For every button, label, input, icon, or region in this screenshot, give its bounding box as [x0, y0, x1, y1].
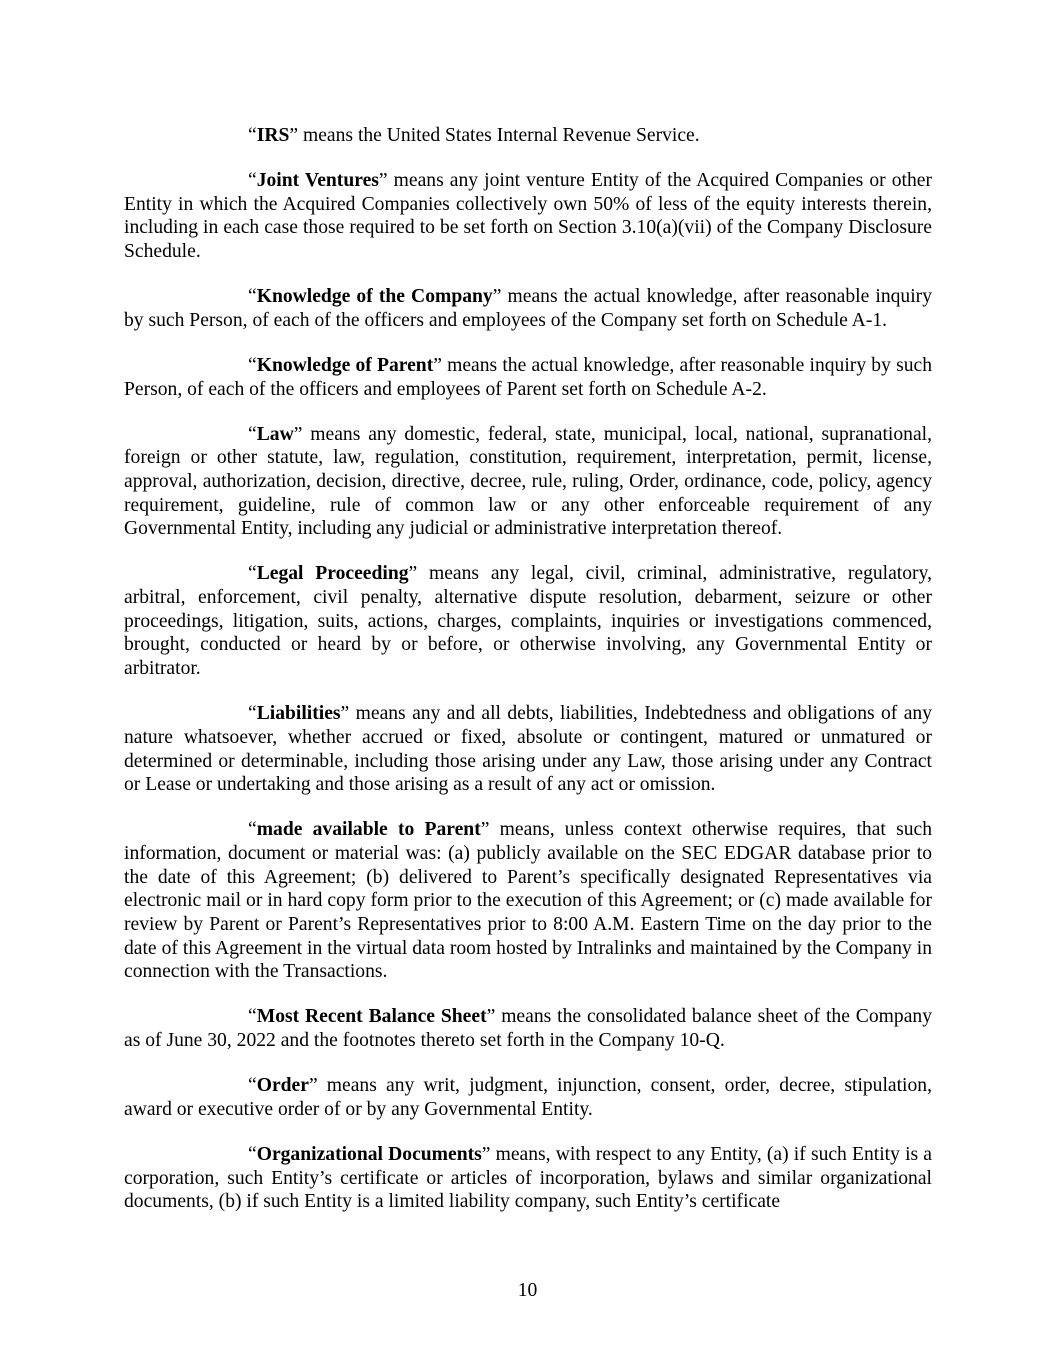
defined-term: IRS — [256, 125, 290, 146]
definition-text: means any and all debts, liabilities, Indebtedness and obligations of any nature whatsoever, whether accrued or fixed, absolute or contingent, matured or unmatured or determined or determinable, including those arising under any Law, those arising under any Contract or Lease or undertaking and those arising as a result of any act or omission. — [124, 703, 932, 796]
definition-text: means, unless context otherwise requires, that such information, document or material was: (a) publicly available on the SEC EDGAR database prior to the date of this Agreement; (b) delivered to Parent’s specifically designated Representatives via electronic mail or in hard copy form prior to the execution of this Agreement; or (c) made available for review by Parent or Parent’s Representatives prior to 8:00 A.M. Eastern Time on the day prior to the date of this Agreement in the virtual data room hosted by Intralinks and maintained by the Company in connection with the Transactions. — [124, 819, 932, 983]
definition-organizational-documents: “Organizational Documents” means, with respect to any Entity, (a) if such Entity is a corporation, such Entity’s certificate or articles of incorporation, bylaws and similar organizational documents, (b) if such Entity is a limited liability company, such Entity’s certificate — [124, 1143, 933, 1213]
definition-liabilities: “Liabilities” means any and all debts, liabilities, Indebtedness and obligations of any nature whatsoever, whether accrued or fixed, absolute or contingent, matured or unmatured or determined or determinable, including those arising under any Law, those arising under any Contract or Lease or undertaking and those arising as a result of any act or omission. — [124, 703, 932, 796]
defined-term: Order — [256, 1075, 309, 1097]
definition-text: means the consolidated balance sheet of the Company as of June 30, 2022 and the footnotes thereto set forth in the Company 10-Q. — [124, 1006, 932, 1052]
definition-text: means any legal, civil, criminal, administrative, regulatory, arbitral, enforcement, civil penalty, alternative dispute resolution, debarment, seizure or other proceedings, litigation, suits, actions, charges, complaints, inquiries or investigations commenced, brought, conducted or heard by or before, or otherwise involving, any Governmental Entity or arbitrator. — [124, 563, 932, 680]
definition-knowledge-of-the-company: “Knowledge of the Company” means the actual knowledge, after reasonable inquiry by such Person, of each of the officers and employees of the Company set forth on Schedule A-1. — [124, 286, 932, 331]
definition-law: “Law” means any domestic, federal, state, municipal, local, national, supranational, foreign or other statute, law, regulation, constitution, requirement, interpretation, permit, license, approval, authorization, decision, directive, decree, rule, ruling, Order, ordinance, code, policy, agency requirement, guideline, rule of common law or any other enforceable requirement of any Governmental Entity, including any judicial or administrative interpretation thereof. — [124, 423, 932, 540]
definition-text: means, with respect to any Entity, (a) if such Entity is a corporation, such Entity’s certificate or articles of incorporation, bylaws and similar organizational documents, (b) if such Entity is a limited liability company, such Entity’s certificate — [124, 1143, 933, 1213]
defined-term: Knowledge of Parent — [256, 354, 434, 376]
definition-text: means the United States Internal Revenue Service. — [298, 125, 700, 146]
definition-text: means any joint venture Entity of the Acquired Companies or other Entity in which the Acquired Companies collectively own 50% of less of the equity interests therein, including in each case those required to be set forth on Section 3.10(a)(vii) of the Company Disclosure Schedule. — [124, 170, 932, 263]
definition-text: means the actual knowledge, after reasonable inquiry by such Person, of each of the officers and employees of the Company set forth on Schedule A-1. — [124, 286, 932, 331]
defined-term: Joint Ventures — [256, 170, 379, 191]
definition-order: “Order” means any writ, judgment, injunction, consent, order, decree, stipulation, award or executive order of or by any Governmental Entity. — [124, 1075, 932, 1120]
definition-knowledge-of-parent: “Knowledge of Parent” means the actual knowledge, after reasonable inquiry by such Person, of each of the officers and employees of Parent set forth on Schedule A-2. — [124, 354, 932, 400]
definition-legal-proceeding: “Legal Proceeding” means any legal, civil, criminal, administrative, regulatory, arbitral, enforcement, civil penalty, alternative dispute resolution, debarment, seizure or other proceedings, litigation, suits, actions, charges, complaints, inquiries or investigations commenced, brought, conducted or heard by or before, or otherwise involving, any Governmental Entity or arbitrator. — [124, 563, 932, 680]
page-number: 10 — [517, 1280, 538, 1301]
definition-text: means any domestic, federal, state, municipal, local, national, supranational, foreign or other statute, law, regulation, constitution, requirement, interpretation, permit, license, approval, authorization, decision, directive, decree, rule, ruling, Order, ordinance, code, policy, agency requirement, guideline, rule of common law or any other enforceable requirement of any Governmental Entity, including any judicial or administrative interpretation thereof. — [124, 423, 932, 540]
definition-most-recent-balance-sheet: “Most Recent Balance Sheet” means the consolidated balance sheet of the Company as of June 30, 2022 and the footnotes thereto set forth in the Company 10-Q. — [124, 1006, 932, 1052]
defined-term: Organizational Documents — [256, 1143, 482, 1165]
definitions-section — [124, 124, 932, 1235]
definition-text: means the actual knowledge, after reasonable inquiry by such Person, of each of the officers and employees of Parent set forth on Schedule A-2. — [124, 354, 932, 400]
defined-term: made available to Parent — [256, 819, 481, 841]
definition-text: means any writ, judgment, injunction, consent, order, decree, stipulation, award or executive order of or by any Governmental Entity. — [124, 1075, 932, 1120]
defined-term: Knowledge of the Company — [256, 286, 493, 308]
definition-made-available-to-parent: “made available to Parent” means, unless context otherwise requires, that such information, document or material was: (a) publicly available on the SEC EDGAR database prior to the date of this Agreement; (b) delivered to Parent’s specifically designated Representatives via electronic mail or in hard copy form prior to the execution of this Agreement; or (c) made available for review by Parent or Parent’s Representatives prior to 8:00 A.M. Eastern Time on the day prior to the date of this Agreement in the virtual data room hosted by Intralinks and maintained by the Company in connection with the Transactions. — [124, 819, 932, 983]
defined-term: Law — [256, 423, 294, 445]
defined-term: Liabilities — [256, 703, 341, 725]
defined-term: Most Recent Balance Sheet — [256, 1006, 487, 1028]
defined-term: Legal Proceeding — [256, 563, 409, 585]
definition-irs: “IRS” means the United States Internal Revenue Service. — [248, 125, 700, 146]
definition-joint-ventures: “Joint Ventures” means any joint venture Entity of the Acquired Companies or other Entity in which the Acquired Companies collectively own 50% of less of the equity interests therein, including in each case those required to be set forth on Section 3.10(a)(vii) of the Company Disclosure Schedule. — [124, 170, 932, 263]
